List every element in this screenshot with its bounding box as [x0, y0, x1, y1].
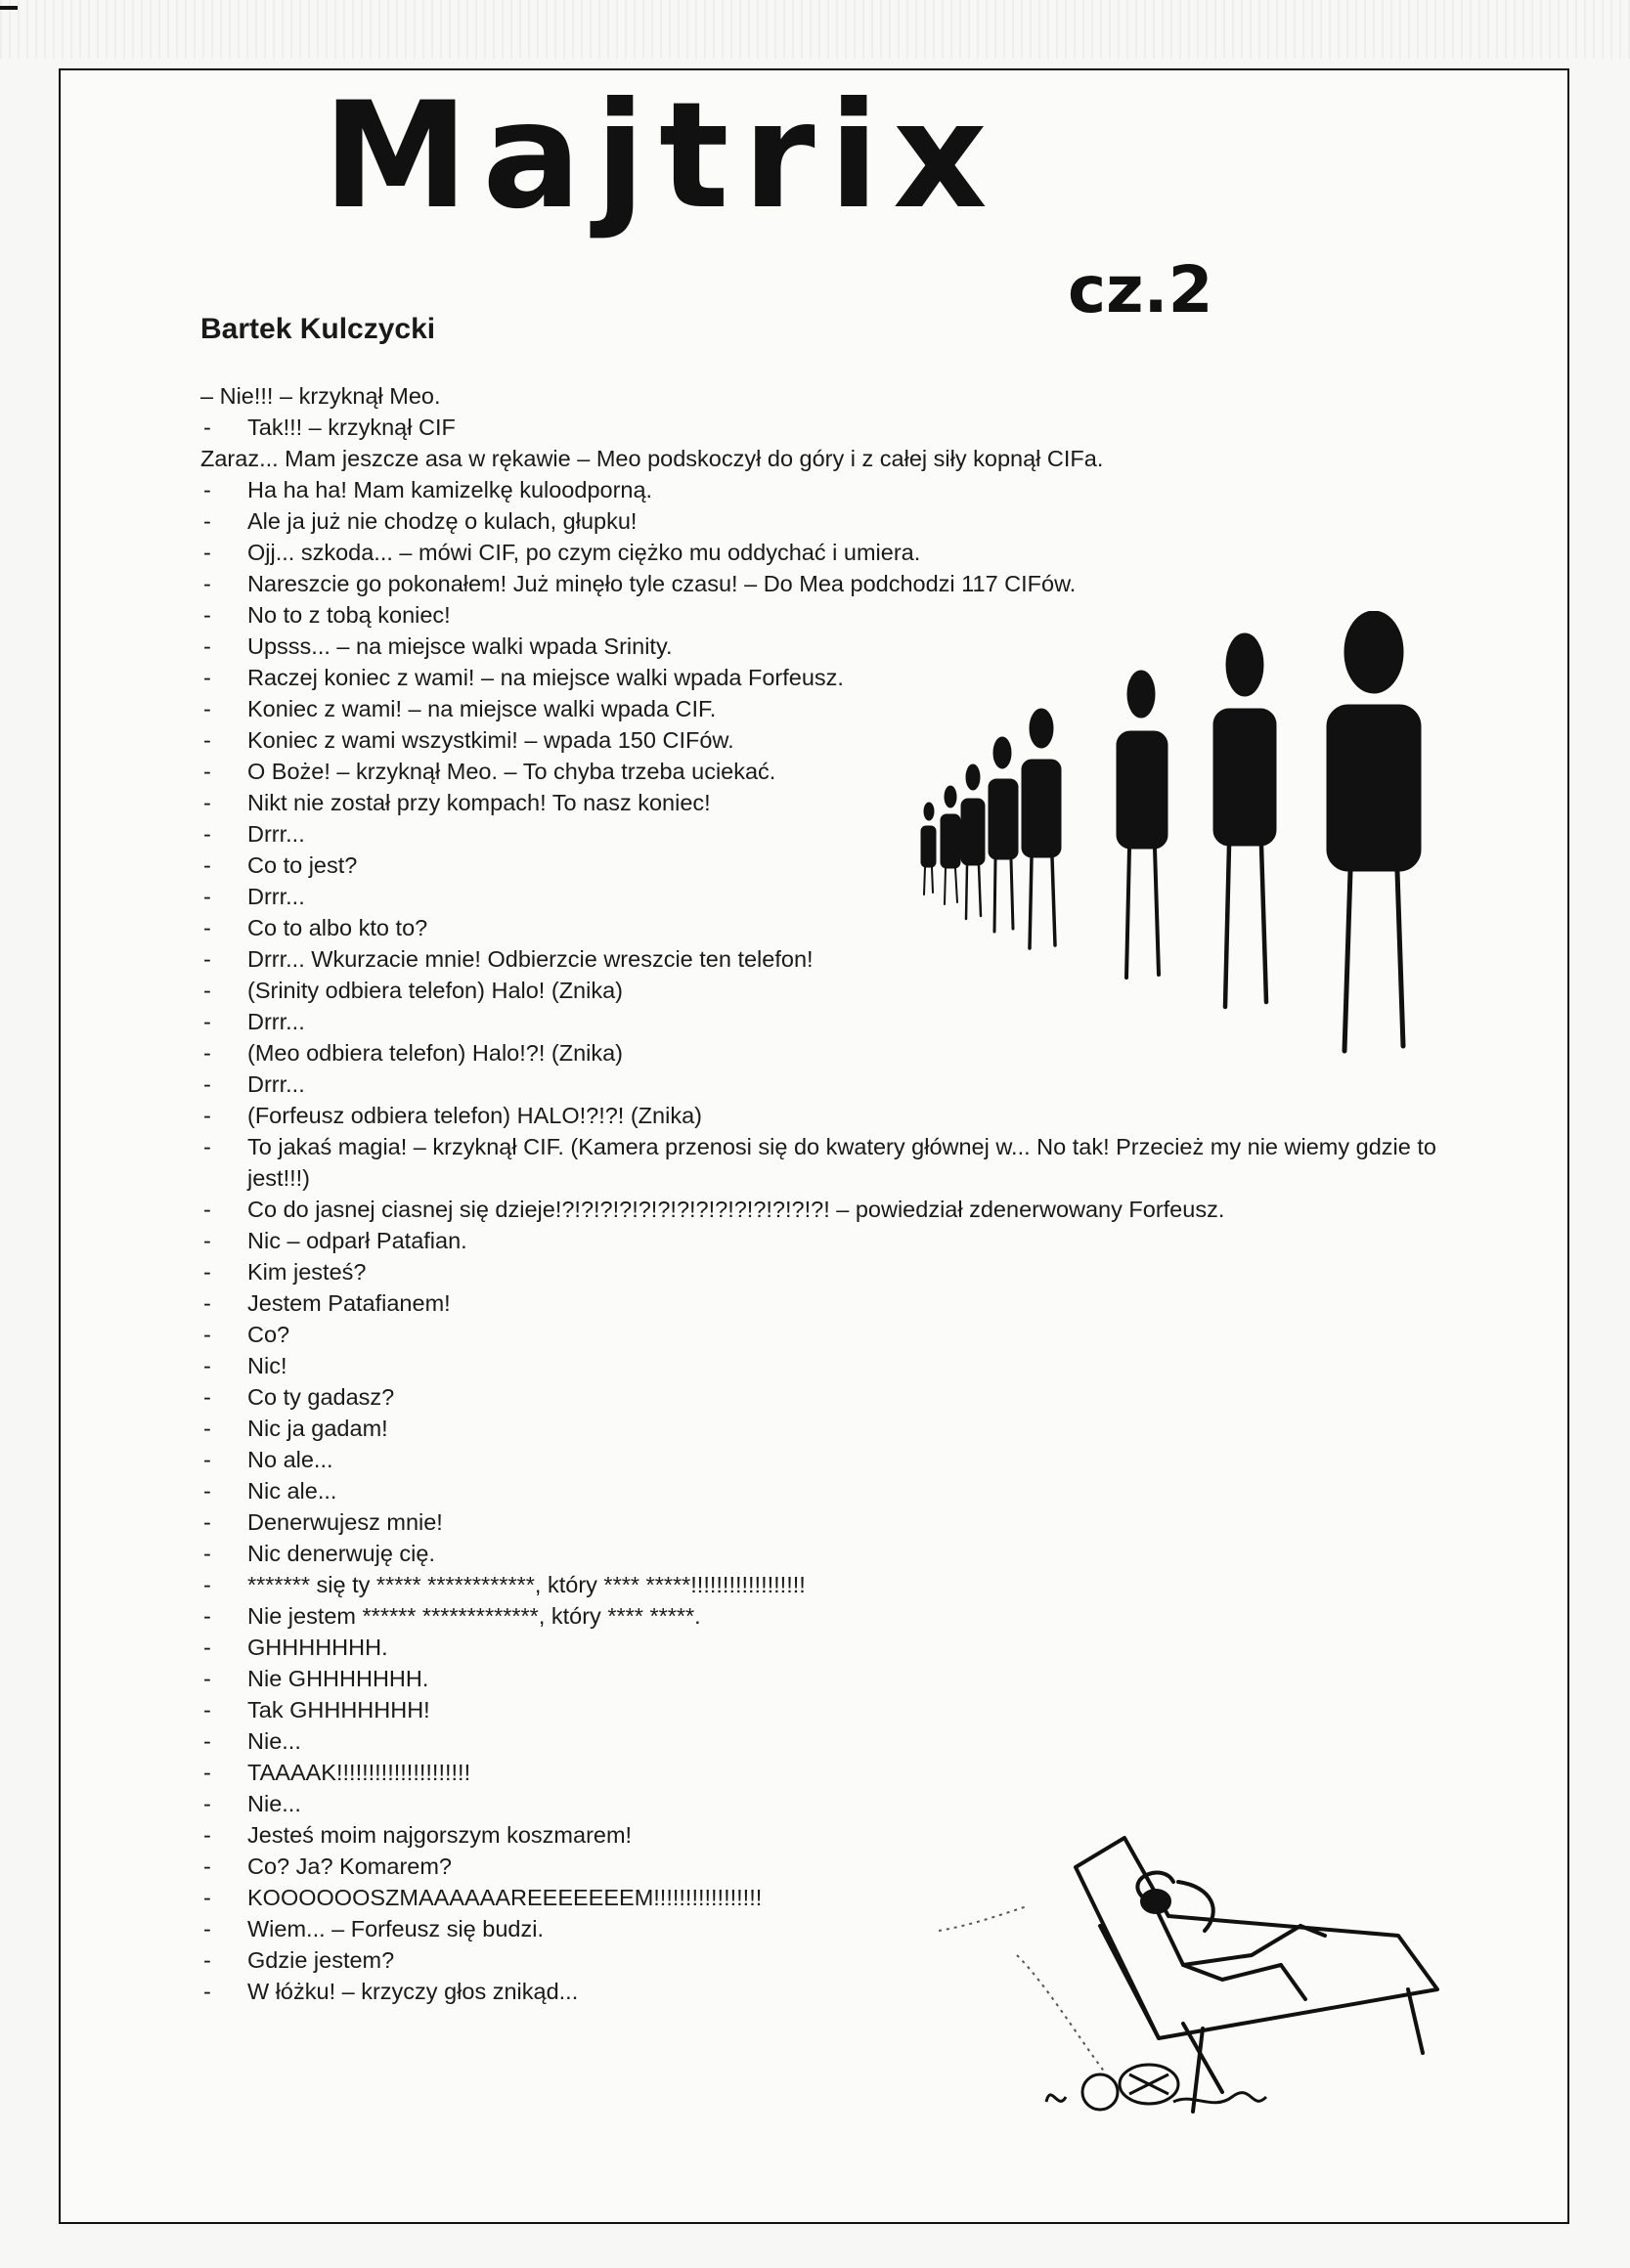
dialogue-line: - Co ty gadasz?: [200, 1381, 1452, 1413]
dialogue-line: - Nic!: [200, 1350, 1452, 1381]
dialogue-line: - Koniec z wami! – na miejsce walki wpada CIF.: [200, 693, 1452, 724]
dialogue-line: - GHHHHHHH.: [200, 1632, 1452, 1663]
dialogue-line: - (Srinity odbiera telefon) Halo! (Znika): [200, 975, 1452, 1006]
dialogue-line: - Nie jestem ****** *************, który **** *****.: [200, 1600, 1452, 1632]
dialogue-line: - KOOOOOOSZMAAAAAAREEEEEEEM!!!!!!!!!!!!!!!!!: [200, 1882, 1452, 1913]
cif-figure-5: [1022, 709, 1061, 948]
dialogue-line: - Koniec z wami wszystkimi! – wpada 150 CIFów.: [200, 724, 1452, 756]
cif-figure-1: [921, 803, 936, 894]
dialogue-line: - Nie GHHHHHHH.: [200, 1663, 1452, 1694]
dialogue-line: - Ha ha ha! Mam kamizelkę kuloodporną.: [200, 474, 1452, 505]
dialogue-line: - Wiem... – Forfeusz się budzi.: [200, 1913, 1452, 1944]
dialogue-line: - Jestem Patafianem!: [200, 1287, 1452, 1319]
scan-corner-mark: [0, 6, 18, 10]
dialogue-line: - No ale...: [200, 1444, 1452, 1475]
dialogue-line: - To jakaś magia! – krzyknął CIF. (Kamera przenosi się do kwatery głównej w... No tak! Przecież my nie wiemy gdzie to jest!!!): [200, 1131, 1470, 1194]
dialogue-line: Zaraz... Mam jeszcze asa w rękawie – Meo podskoczył do góry i z całej siły kopnął CIFa.: [200, 446, 1104, 471]
sunbather-illustration: [929, 1818, 1476, 2151]
dialogue-line: - Drrr...: [200, 818, 1452, 850]
dialogue-line: - Co?: [200, 1319, 1452, 1350]
dialogue-line: - Nic ja gadam!: [200, 1413, 1452, 1444]
dialogue-line: - Nic ale...: [200, 1475, 1452, 1506]
dialogue-line: - Gdzie jestem?: [200, 1944, 1452, 1976]
dialogue-line: - Nie...: [200, 1788, 1452, 1819]
dialogue-line: - Raczej koniec z wami! – na miejsce walki wpada Forfeusz.: [200, 662, 854, 693]
scan-noise-strip: [0, 0, 1630, 59]
dialogue-line: - Co to albo kto to?: [200, 912, 1452, 943]
dialogue-line: - Upsss... – na miejsce walki wpada Srinity.: [200, 631, 1452, 662]
dialogue-line: - Nic – odparł Patafian.: [200, 1225, 1452, 1256]
dialogue-line: - Nie...: [200, 1725, 1452, 1757]
dialogue-line: - O Boże! – krzyknął Meo. – To chyba trzeba uciekać.: [200, 756, 1452, 787]
dialogue-line: - Nareszcie go pokonałem! Już minęło tyle czasu! – Do Mea podchodzi 117 CIFów.: [200, 568, 1452, 599]
cif-figure-2: [941, 786, 960, 904]
part-number: cz.2: [1068, 252, 1213, 327]
dialogue-line: - W łóżku! – krzyczy głos znikąd...: [200, 1976, 1452, 2007]
cif-figure-8: [1327, 611, 1421, 1051]
dialogue-line: - Co do jasnej ciasnej się dzieje!?!?!?!?!?!?!?!?!?!?!?!?!?!?! – powiedział zdenerwowany Forfeusz.: [200, 1194, 1452, 1225]
cif-figures-illustration: [914, 611, 1462, 1070]
cif-figure-4: [989, 737, 1018, 932]
author-name: Bartek Kulczycki: [200, 313, 436, 345]
dialogue-line: - Nikt nie został przy kompach! To nasz koniec!: [200, 787, 1452, 818]
dialogue-line: - Nic denerwuję cię.: [200, 1538, 1452, 1569]
dialogue-line: - No to z tobą koniec!: [200, 599, 1452, 631]
dialogue-line: - TAAAAK!!!!!!!!!!!!!!!!!!!!!: [200, 1757, 1452, 1788]
dialogue-line: - Co? Ja? Komarem?: [200, 1851, 1452, 1882]
dialogue-line: - Ale ja już nie chodzę o kulach, głupku!: [200, 505, 1452, 537]
cif-figure-7: [1213, 633, 1276, 1007]
dialogue-line: – Nie!!! – krzyknął Meo.: [200, 383, 441, 409]
cif-figure-3: [961, 764, 985, 919]
dialogue-line: - Co to jest?: [200, 850, 1452, 881]
dialogue-line: - (Forfeusz odbiera telefon) HALO!?!?! (Znika): [200, 1100, 1452, 1131]
dialogue-line: - Tak GHHHHHHH!: [200, 1694, 1452, 1725]
dialogue-line: - ******* się ty ***** ************, który **** *****!!!!!!!!!!!!!!!!!!: [200, 1569, 1452, 1600]
dialogue-line: - Ojj... szkoda... – mówi CIF, po czym ciężko mu oddychać i umiera.: [200, 537, 1452, 568]
dialogue-line: - Drrr... Wkurzacie mnie! Odbierzcie wreszcie ten telefon!: [200, 943, 854, 975]
dialogue-line: - (Meo odbiera telefon) Halo!?! (Znika): [200, 1037, 1452, 1069]
dialogue-line: - Kim jesteś?: [200, 1256, 1452, 1287]
cif-figure-6: [1117, 671, 1167, 978]
page-title: Majtrix: [323, 71, 1001, 241]
dialogue-line: - Denerwujesz mnie!: [200, 1506, 1452, 1538]
dialogue-line: - Tak!!! – krzyknął CIF: [200, 412, 1452, 443]
dialogue-line: - Drrr...: [200, 1006, 1452, 1037]
dialogue-line: - Drrr...: [200, 881, 1452, 912]
dialogue-line: - Jesteś moim najgorszym koszmarem!: [200, 1819, 1452, 1851]
dialogue-line: - Drrr...: [200, 1069, 1452, 1100]
